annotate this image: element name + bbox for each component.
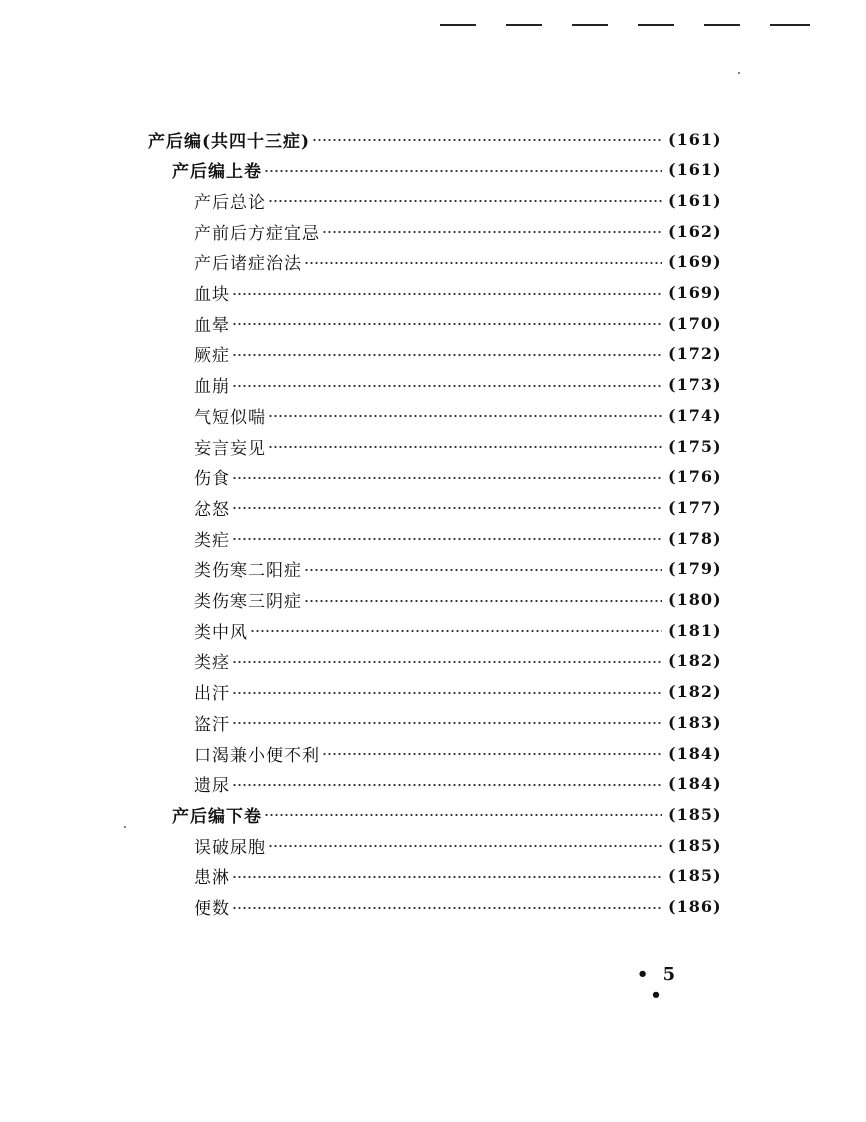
toc-entry-title: 产后编下卷: [172, 806, 262, 827]
toc-leader-dots: [232, 278, 662, 308]
toc-entry-title: 血晕: [194, 315, 230, 336]
page-number: • 5 •: [636, 964, 680, 1006]
toc-entry-page: (183): [668, 712, 722, 732]
toc-leader-dots: [268, 400, 662, 430]
toc-entry-page: (185): [668, 804, 722, 824]
toc-entry: [194, 830, 742, 860]
toc-entry-title: 厥症: [194, 346, 230, 367]
toc-entry-title: 伤食: [194, 469, 230, 490]
toc-leader-dots: [268, 431, 662, 461]
toc-leader-dots: [232, 646, 662, 676]
toc-leader-dots: [304, 247, 662, 277]
toc-entry-page: (169): [668, 252, 722, 272]
toc-entry-page: (180): [668, 590, 722, 609]
toc-leader-dots: [264, 799, 662, 829]
toc-entry-page: (161): [668, 129, 722, 149]
toc-entry: [194, 769, 742, 799]
header-dash: [638, 24, 674, 26]
toc-entry-page: (186): [668, 897, 722, 916]
toc-entry-page: (173): [668, 375, 722, 395]
toc-leader-dots: [232, 462, 662, 492]
toc-leader-dots: [232, 339, 662, 369]
toc-entry-page: (175): [668, 436, 722, 456]
toc-entry: [194, 339, 742, 369]
toc-entry-page: (169): [668, 283, 722, 302]
header-dash: [704, 24, 740, 26]
toc-entry-title: 便数: [194, 899, 230, 919]
toc-entry-title: 类伤寒三阴症: [194, 592, 302, 612]
toc-entry-page: (185): [668, 866, 722, 886]
header-dash: [770, 24, 810, 26]
toc-leader-dots: [268, 830, 662, 860]
toc-entry-title: 出汗: [194, 684, 230, 705]
toc-entry: [194, 646, 742, 676]
toc-leader-dots: [232, 861, 662, 891]
toc-entry-title: 产后诸症治法: [194, 254, 302, 275]
toc-entry-title: 产前后方症宜忌: [194, 223, 320, 244]
toc-leader-dots: [322, 216, 662, 246]
toc-entry-title: 气短似喘: [194, 407, 266, 428]
toc-entry: [194, 247, 742, 277]
toc-entry: [194, 523, 742, 553]
toc-entry-title: 类痉: [194, 653, 230, 674]
toc-entry-page: (179): [668, 559, 722, 579]
toc-entry-title: 忿怒: [194, 499, 230, 520]
toc-entry: [194, 370, 742, 400]
toc-entry: [194, 861, 742, 891]
toc-entry: [194, 554, 742, 584]
toc-entry-title: 类伤寒二阳症: [194, 561, 302, 582]
toc-entry-page: (161): [668, 190, 722, 210]
toc-entry-page: (170): [668, 313, 722, 333]
toc-leader-dots: [232, 523, 662, 553]
toc-entry-title: 类疟: [194, 530, 230, 551]
toc-entry-title: 类中风: [194, 622, 248, 643]
toc-entry-page: (184): [668, 743, 722, 763]
toc-leader-dots: [232, 370, 662, 400]
header-rule: [436, 24, 866, 28]
toc-entry-page: (181): [668, 620, 722, 640]
toc-entry-title: 血崩: [194, 377, 230, 398]
toc-entry-page: (182): [668, 682, 722, 702]
toc-entry-page: (174): [668, 405, 722, 425]
toc-entry: [194, 185, 742, 215]
toc-entry-page: (185): [668, 835, 722, 855]
toc-entry: [194, 615, 742, 645]
toc-volume-entry: [172, 799, 742, 829]
toc-leader-dots: [232, 677, 662, 707]
header-dash: [506, 24, 542, 26]
toc-entry: [194, 278, 742, 308]
toc-leader-dots: [268, 185, 662, 215]
toc-leader-dots: [232, 769, 662, 799]
toc-entry: [194, 431, 742, 461]
header-dash: [440, 24, 476, 26]
toc-entry-title: 血块: [194, 285, 230, 305]
toc-entry-page: (161): [668, 160, 722, 180]
toc-leader-dots: [232, 892, 662, 922]
toc-entry: [194, 308, 742, 338]
header-dash: [572, 24, 608, 26]
toc-entry: [194, 492, 742, 522]
toc-entry-title: 产后编(共四十三症): [148, 131, 311, 152]
toc-leader-dots: [232, 492, 662, 522]
toc-entry-page: (172): [668, 344, 722, 364]
toc-leader-dots: [250, 615, 662, 645]
toc-entry-title: 产后总论: [194, 192, 266, 213]
toc-entry-title: 盗汗: [194, 714, 230, 735]
toc-entry: [194, 892, 742, 922]
toc-entry: [194, 677, 742, 707]
toc-entry-title: 患淋: [194, 868, 230, 889]
toc-part-entry: [148, 124, 742, 154]
toc-leader-dots: [232, 707, 662, 737]
toc-entry: [194, 400, 742, 430]
scan-speck: [124, 826, 126, 828]
toc-entry-page: (184): [668, 774, 722, 794]
toc-leader-dots: [264, 155, 662, 185]
toc-entry-title: 产后编上卷: [172, 162, 262, 183]
toc-leader-dots: [304, 554, 662, 584]
toc-entry: [194, 707, 742, 737]
toc-entry-title: 遗尿: [194, 776, 230, 797]
scan-speck: [738, 72, 740, 74]
toc-entry-title: 口渴兼小便不利: [194, 745, 320, 766]
toc-entry-page: (182): [668, 651, 722, 671]
toc-volume-entry: [172, 155, 742, 185]
toc-leader-dots: [304, 585, 662, 615]
toc-entry-page: (178): [668, 528, 722, 548]
toc-entry-page: (177): [668, 497, 722, 517]
toc-entry-title: 误破尿胞: [194, 837, 266, 858]
toc-leader-dots: [312, 124, 662, 154]
toc-entry-title: 妄言妄见: [194, 438, 266, 459]
toc-entry: [194, 738, 742, 768]
toc-entry: [194, 462, 742, 492]
toc-entry-page: (162): [668, 221, 722, 241]
toc-leader-dots: [232, 308, 662, 338]
toc-leader-dots: [322, 738, 662, 768]
toc-entry: [194, 216, 742, 246]
toc-entry-page: (176): [668, 467, 722, 487]
toc-entry: [194, 585, 742, 615]
